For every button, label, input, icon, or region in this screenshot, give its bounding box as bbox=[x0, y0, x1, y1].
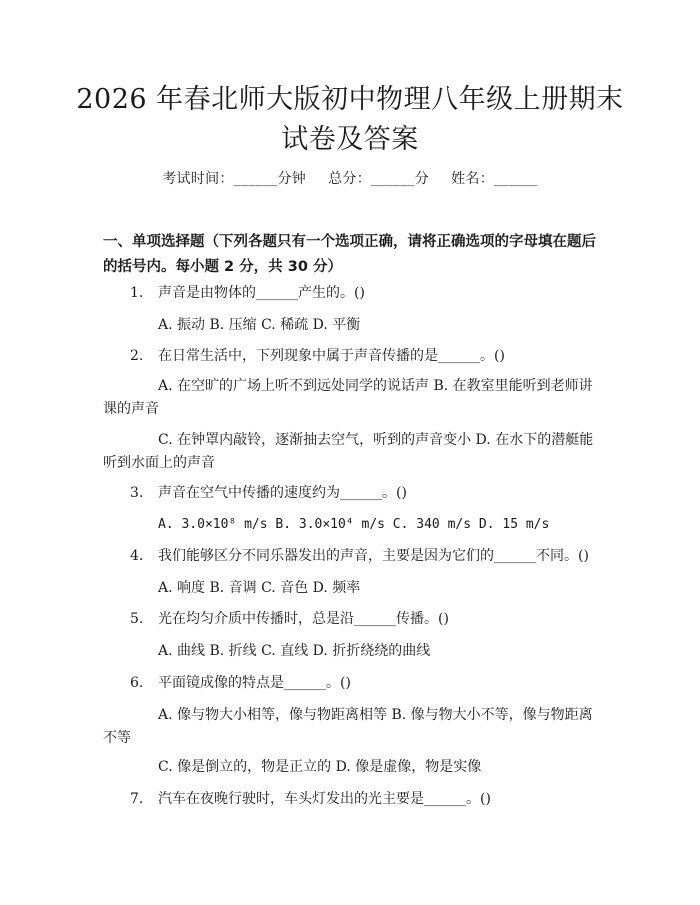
question-stem: 在日常生活中，下列现象中属于声音传播的是______。() bbox=[158, 348, 505, 364]
question-number: 3. bbox=[130, 485, 144, 501]
question-6-options-cd: C. 像是倒立的，物是正立的 D. 像是虚像，物是实像 bbox=[158, 759, 482, 775]
question-5 bbox=[130, 609, 449, 629]
question-4-options: A. 响度 B. 音调 C. 音色 D. 频率 bbox=[158, 580, 361, 596]
question-1-options: A. 振动 B. 压缩 C. 稀疏 D. 平衡 bbox=[158, 317, 361, 333]
page-title: 2026 年春北师大版初中物理八年级上册期末 bbox=[76, 84, 624, 115]
question-6-options-ab: A. 像与物大小相等，像与物距离相等 B. 像与物大小不等，像与物距离不等 bbox=[103, 707, 593, 746]
question-1 bbox=[130, 283, 365, 303]
section-heading: 一、单项选择题（下列各题只有一个选项正确，请将正确选项的字母填在题后的括号内。每小题 2 分，共 30 分） bbox=[103, 234, 596, 275]
question-7 bbox=[130, 789, 491, 809]
question-stem: 声音在空气中传播的速度约为______。() bbox=[158, 485, 407, 501]
question-2 bbox=[130, 346, 505, 366]
exam-total-score: 总分：______分 bbox=[328, 171, 430, 187]
question-6 bbox=[130, 673, 351, 693]
question-number: 2. bbox=[130, 348, 144, 364]
question-stem: 声音是由物体的______产生的。() bbox=[158, 285, 365, 301]
question-5-options: A. 曲线 B. 折线 C. 直线 D. 折折绕绕的曲线 bbox=[158, 643, 431, 659]
page-title-line2: 试卷及答案 bbox=[281, 124, 419, 155]
question-stem: 我们能够区分不同乐器发出的声音，主要是因为它们的______不同。() bbox=[158, 548, 589, 564]
question-number: 1. bbox=[130, 285, 144, 301]
question-stem: 光在均匀介质中传播时，总是沿______传播。() bbox=[158, 611, 449, 627]
question-2-options-cd: C. 在钟罩内敲铃，逐渐抽去空气，听到的声音变小 D. 在水下的潜艇能听到水面上的声音 bbox=[103, 432, 594, 471]
question-3 bbox=[130, 483, 407, 503]
question-4 bbox=[130, 546, 589, 566]
question-2-options-ab: A. 在空旷的广场上听不到远处同学的说话声 B. 在教室里能听到老师讲课的声音 bbox=[103, 378, 593, 417]
exam-info bbox=[0, 168, 700, 188]
question-stem: 平面镜成像的特点是______。() bbox=[158, 675, 351, 691]
question-number: 6. bbox=[130, 675, 144, 691]
question-number: 5. bbox=[130, 611, 144, 627]
question-stem: 汽车在夜晚行驶时，车头灯发出的光主要是______。() bbox=[158, 791, 491, 807]
exam-time: 考试时间：______分钟 bbox=[162, 171, 307, 187]
question-3-options: A. 3.0×10⁸ m/s B. 3.0×10⁴ m/s C. 340 m/s D. 15 m/s bbox=[158, 517, 550, 532]
question-number: 7. bbox=[130, 791, 144, 807]
student-name: 姓名：______ bbox=[451, 171, 538, 187]
question-number: 4. bbox=[130, 548, 144, 564]
